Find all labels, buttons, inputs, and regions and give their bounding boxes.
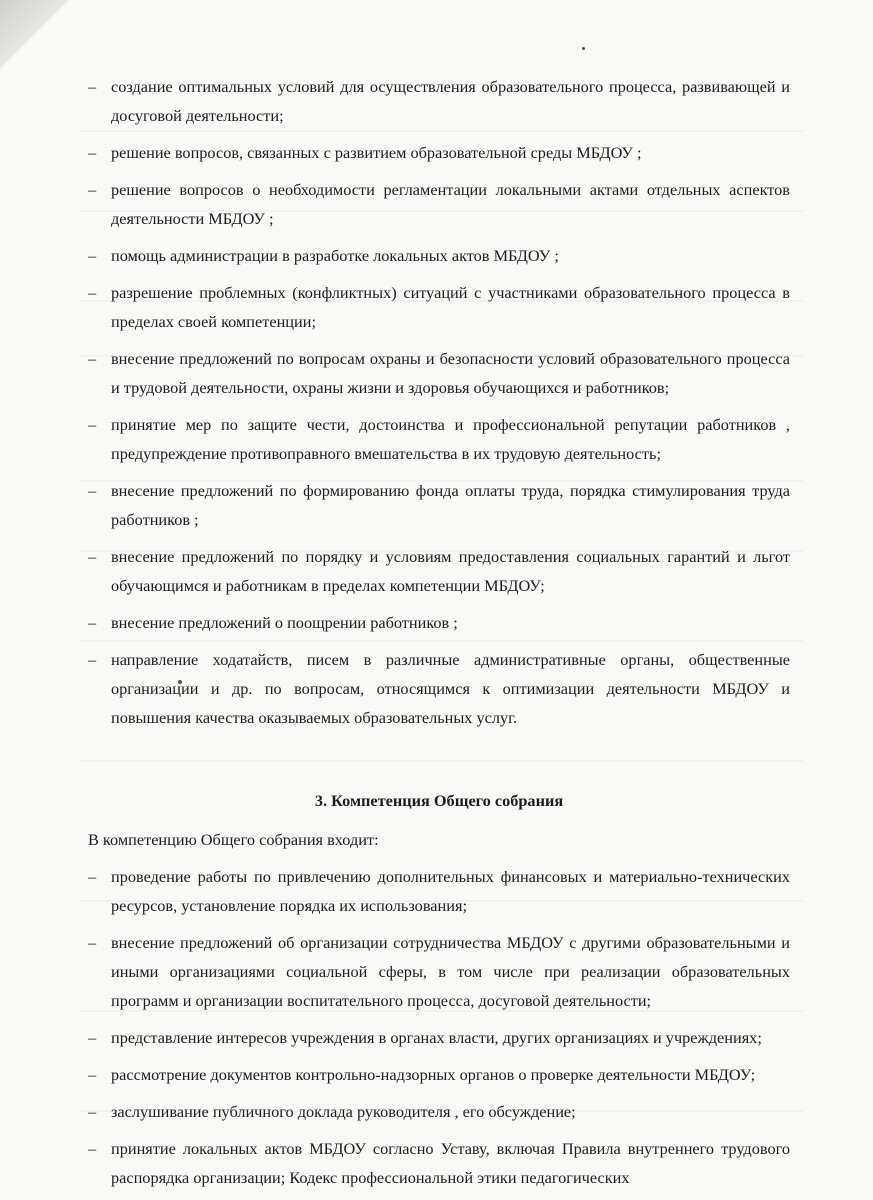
list-item-text: разрешение проблемных (конфликтных) ситуаций с участниками образовательного процесса в пределах своей компетенции; <box>111 283 790 331</box>
list-item-text: решение вопросов о необходимости регламентации локальными актами отдельных аспектов деятельности МБДОУ ; <box>111 180 790 228</box>
list-item <box>88 175 790 233</box>
scan-speck <box>582 47 585 50</box>
list-item-text: принятие локальных актов МБДОУ согласно Уставу, включая Правила внутреннего трудового распорядка организации; Кодекс профессиональной этики педагогических <box>111 1139 790 1187</box>
list-item-text: представление интересов учреждения в органах власти, других организациях и учреждениях; <box>111 1028 762 1047</box>
dash-bullet: – <box>88 1102 97 1121</box>
list-item-text: направление ходатайств, писем в различные административные органы, общественные организации и др. по вопросам, относящимся к оптимизации деятельности МБДОУ и повышения качества оказываемых образовательных услуг. <box>111 650 790 727</box>
dash-bullet: – <box>88 867 97 886</box>
list-item <box>88 278 790 336</box>
list-item-text: решение вопросов, связанных с развитием образовательной среды МБДОУ ; <box>111 143 642 162</box>
list-item <box>88 476 790 534</box>
list-item <box>88 542 790 600</box>
dash-bullet: – <box>88 246 97 265</box>
section-intro: В компетенцию Общего собрания входит: <box>88 830 379 849</box>
dash-bullet: – <box>88 1139 97 1158</box>
list-item-text: внесение предложений о поощрении работников ; <box>111 613 458 632</box>
list-item-text: внесение предложений по порядку и условиям предоставления социальных гарантий и льгот обучающимся и работникам в пределах компетенции МБДОУ; <box>111 547 790 595</box>
dash-bullet: – <box>88 180 97 199</box>
list-item-text: внесение предложений по формированию фонда оплаты труда, порядка стимулирования труда работников ; <box>111 481 790 529</box>
dash-bullet: – <box>88 1065 97 1084</box>
list-item <box>88 1134 790 1192</box>
list-item <box>88 645 790 732</box>
dash-bullet: – <box>88 77 97 96</box>
list-item <box>88 862 790 920</box>
dash-bullet: – <box>88 547 97 566</box>
list-item <box>88 344 790 402</box>
list-item <box>88 608 790 637</box>
list-item <box>88 241 790 270</box>
dash-bullet: – <box>88 481 97 500</box>
list-item-text: помощь администрации в разработке локальных актов МБДОУ ; <box>111 246 559 265</box>
dash-bullet: – <box>88 143 97 162</box>
dash-bullet: – <box>88 650 97 669</box>
dash-bullet: – <box>88 283 97 302</box>
list-item-text: заслушивание публичного доклада руководителя , его обсуждение; <box>111 1102 576 1121</box>
section-heading: 3. Компетенция Общего собрания <box>314 791 564 810</box>
list-item <box>88 1023 790 1052</box>
list-item <box>88 1060 790 1089</box>
list-item-text: рассмотрение документов контрольно-надзорных органов о проверке деятельности МБДОУ; <box>111 1065 756 1084</box>
dash-bullet: – <box>88 1028 97 1047</box>
list-item-text: создание оптимальных условий для осуществления образовательного процесса, развивающей и досуговой деятельности; <box>111 77 790 125</box>
dash-bullet: – <box>88 613 97 632</box>
list-item-text: проведение работы по привлечению дополнительных финансовых и материально-технических ресурсов, установление порядка их использования; <box>111 867 790 915</box>
list-item-text: внесение предложений об организации сотрудничества МБДОУ с другими образовательными и иными организациями социальной сферы, в том числе при реализации образовательных программ и организации воспитательного процесса, досуговой деятельности; <box>111 933 790 1010</box>
list-item-text: принятие мер по защите чести, достоинства и профессиональной репутации работников , предупреждение противоправного вмешательства в их трудовую деятельность; <box>111 415 790 463</box>
duties-list <box>88 72 790 732</box>
dash-bullet: – <box>88 415 97 434</box>
list-item <box>88 1097 790 1126</box>
dash-bullet: – <box>88 933 97 952</box>
list-item <box>88 72 790 130</box>
document-body <box>88 72 790 1200</box>
folded-corner <box>0 0 70 70</box>
list-item-text: внесение предложений по вопросам охраны и безопасности условий образовательного процесса и трудовой деятельности, охраны жизни и здоровья обучающихся и работников; <box>111 349 790 397</box>
list-item <box>88 410 790 468</box>
list-item <box>88 138 790 167</box>
dash-bullet: – <box>88 349 97 368</box>
competence-list <box>88 862 790 1192</box>
list-item <box>88 928 790 1015</box>
